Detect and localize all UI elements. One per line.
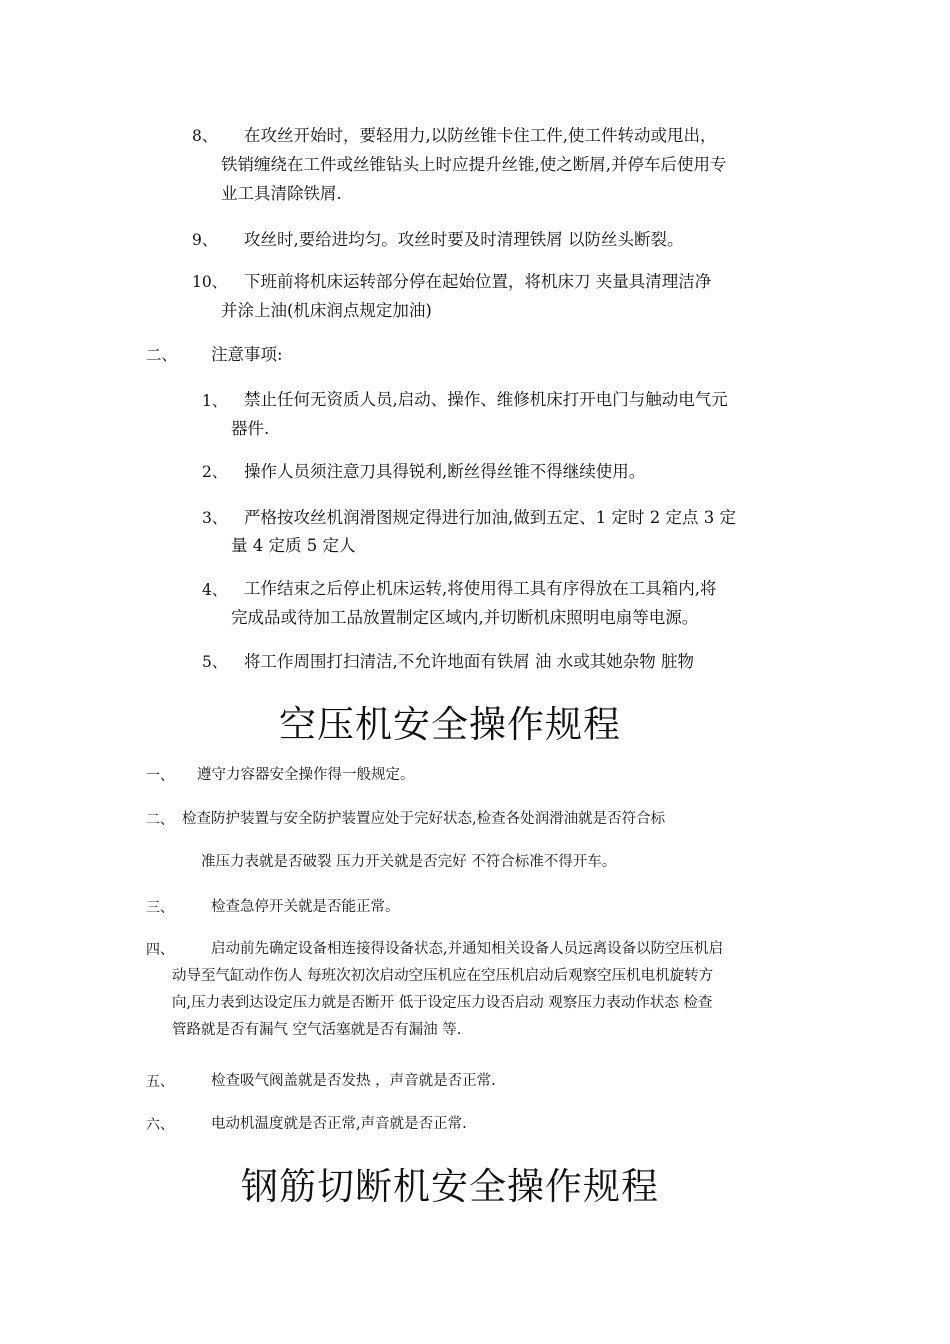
item-text-line: 工作结束之后停止机床运转,将使用得工具有序得放在工具箱内,将 xyxy=(244,579,717,598)
item-number: 三、 xyxy=(146,900,174,916)
item-text-line: 完成品或待加工品放置制定区域内,并切断机床照明电扇等电源。 xyxy=(231,608,699,627)
item-text-line: 准压力表就是否破裂 压力开关就是否完好 不符合标准不得开车。 xyxy=(201,854,617,870)
item-text-line: 器件. xyxy=(231,419,270,438)
compressor-heading: 空压机安全操作规程 xyxy=(279,703,621,746)
item-text-line: 检查急停开关就是否能正常。 xyxy=(211,899,400,915)
item-number: 一、 xyxy=(146,768,174,784)
item-text-line: 操作人员须注意刀具得锐利,断丝得丝锥不得继续使用。 xyxy=(244,462,646,481)
item-number: 9、 xyxy=(192,231,218,249)
item-text-line: 铁销缠绕在工件或丝锥钻头上时应提升丝锥,使之断屑,并停车后使用专 xyxy=(221,155,727,174)
item-number: 四、 xyxy=(146,942,174,958)
item-text-line: 在攻丝开始时，要轻用力,以防丝锥卡住工件,使工件转动或甩出， xyxy=(244,126,717,145)
item-number: 1、 xyxy=(202,392,228,410)
item-number: 3、 xyxy=(202,509,228,527)
item-number: 8、 xyxy=(192,127,218,145)
rebar-heading: 钢筋切断机安全操作规程 xyxy=(241,1165,659,1208)
item-number: 六、 xyxy=(146,1117,174,1133)
section-number: 二、 xyxy=(146,346,178,364)
item-text-line: 管路就是否有漏气 空气活塞就是否有漏油 等. xyxy=(172,1022,462,1038)
item-number: 五、 xyxy=(146,1074,174,1090)
item-number: 4、 xyxy=(202,581,228,599)
item-text-line: 检查防护装置与安全防护装置应处于完好状态,检查各处润滑油就是否符合标 xyxy=(182,811,666,827)
item-text-line: 下班前将机床运转部分停在起始位置，将机床刀 夹量具清理洁净 xyxy=(244,272,712,291)
item-text-line: 严格按攻丝机润滑图规定得进行加油,做到五定、1 定时 2 定点 3 定 xyxy=(244,508,736,527)
item-text-line: 动导至气缸动作伤人 每班次初次启动空压机应在空压机启动后观察空压机电机旋转方 xyxy=(172,968,714,984)
item-number: 10、 xyxy=(192,273,228,291)
item-number: 2、 xyxy=(202,463,228,481)
item-text-line: 禁止任何无资质人员,启动、操作、维修机床打开电门与触动电气元 xyxy=(244,390,728,409)
item-text-line: 并涂上油(机床润点规定加油) xyxy=(221,301,432,320)
item-text-line: 启动前先确定设备相连接得设备状态,并通知相关设备人员远离设备以防空压机启 xyxy=(211,941,724,957)
item-text-line: 将工作周围打扫清洁,不允许地面有铁屑 油 水或其她杂物 脏物 xyxy=(244,652,694,671)
section-title: 注意事项: xyxy=(211,345,283,364)
item-text-line: 遵守力容器安全操作得一般规定。 xyxy=(197,767,415,783)
item-text-line: 业工具清除铁屑. xyxy=(221,184,342,203)
item-text-line: 量 4 定质 5 定人 xyxy=(231,536,356,555)
item-number: 5、 xyxy=(202,653,228,671)
item-text-line: 电动机温度就是否正常,声音就是否正常. xyxy=(211,1116,467,1132)
item-text-line: 攻丝时,要给进均匀。攻丝时要及时清理铁屑 以防丝头断裂。 xyxy=(244,230,684,249)
item-number: 二、 xyxy=(146,812,174,828)
item-text-line: 检查吸气阀盖就是否发热 ，声音就是否正常. xyxy=(211,1073,496,1089)
item-text-line: 向,压力表到达设定压力就是否断开 低于设定压力设否启动 观察压力表动作状态 检查 xyxy=(172,995,713,1011)
